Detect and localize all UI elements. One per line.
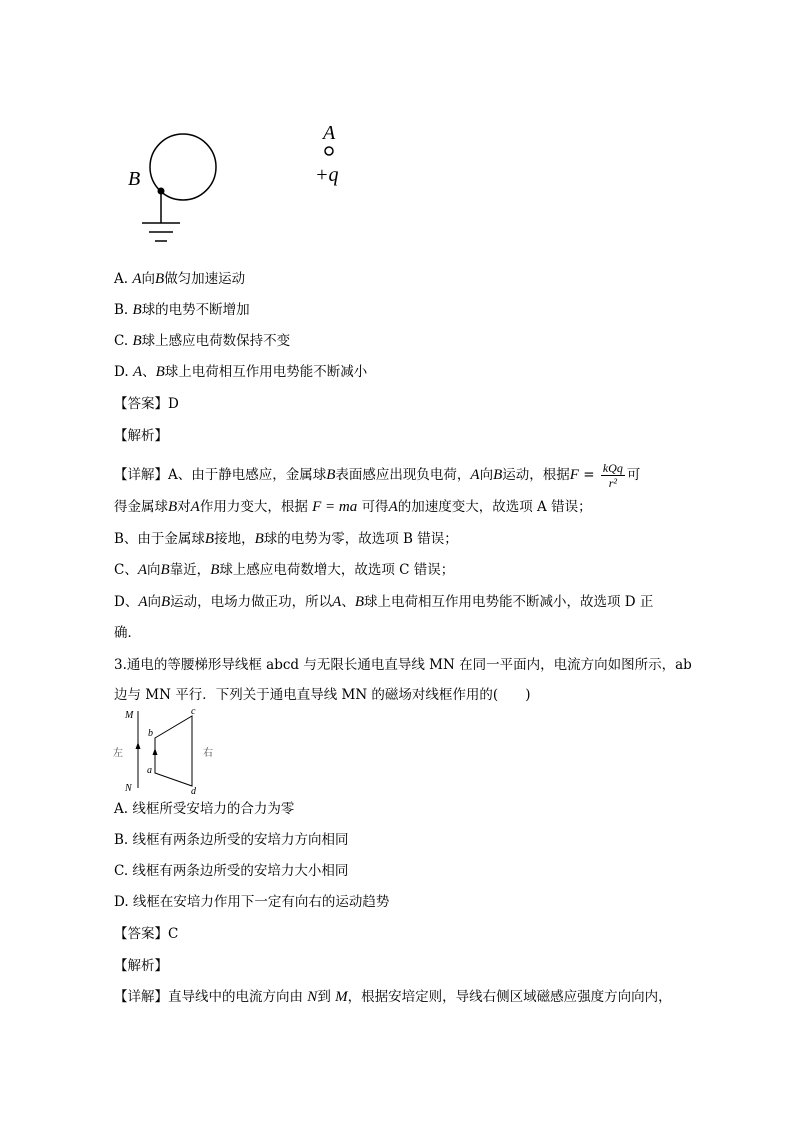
- detail-line-4: C、A向B靠近，B球上感应电荷数增大，故选项 C 错误；: [114, 562, 455, 578]
- detail-line-2: 得金属球B对A作用力变大，根据 F = ma 可得A的加速度变大，故选项 A 错误；: [114, 499, 592, 515]
- label-b-vertex: b: [148, 728, 153, 739]
- figure-wire-trapezoid: [108, 704, 218, 794]
- analysis-head-q3: 【解析】: [114, 958, 168, 974]
- option-b: B. B球的电势不断增加: [114, 302, 250, 318]
- q3-stem-line-2: 边与 MN 平行．下列关于通电直导线 MN 的磁场对线框作用的( ): [114, 687, 531, 703]
- coulomb-fraction: $\frac{\text{kQq}}{\text{r²}}$: [602, 461, 623, 490]
- detail-line-3: B、由于金属球B接地，B球的电势为零，故选项 B 错误；: [114, 531, 458, 547]
- detail-line-1: 【详解】A、由于静电感应，金属球B表面感应出现负电荷，A向B运动，根据F = $\frac{\text{kQq}}{\text{r²}}$ 可: [114, 461, 641, 490]
- q3-option-d: D. 线框在安培力作用下一定有向右的运动趋势: [114, 894, 390, 910]
- label-b: B: [128, 168, 141, 190]
- q3-option-a: A. 线框所受安培力的合力为零: [114, 801, 295, 817]
- charge-a: [325, 147, 333, 155]
- label-m: M: [125, 710, 134, 721]
- label-a: A: [323, 122, 336, 144]
- label-d-vertex: d: [191, 786, 196, 794]
- option-d: D. A、B球上电荷相互作用电势能不断减小: [114, 364, 368, 380]
- label-c-vertex: c: [191, 706, 196, 717]
- wire-current-arrow: [136, 742, 141, 749]
- q3-stem-line-1: 3.通电的等腰梯形导线框 abcd 与无限长通电直导线 MN 在同一平面内，电流方向如图所示，ab: [114, 657, 692, 673]
- answer-q3: 【答案】C: [114, 926, 179, 942]
- answer-q2: 【答案】D: [114, 396, 179, 412]
- figure-sphere-charge: [120, 115, 360, 255]
- q3-option-c: C. 线框有两条边所受的安培力大小相同: [114, 863, 349, 879]
- detail-line-5: D、A向B运动，电场力做正功，所以A、B球上电荷相互作用电势能不断减小，故选项 D 正: [114, 594, 654, 610]
- label-q: +q: [315, 164, 339, 186]
- option-c: C. B球上感应电荷数保持不变: [114, 333, 291, 349]
- q3-option-b: B. 线框有两条边所受的安培力方向相同: [114, 832, 349, 848]
- option-a: A. A向B做匀加速运动: [114, 271, 246, 287]
- edge-ab-current-arrow: [153, 748, 158, 755]
- label-n: N: [125, 783, 132, 794]
- analysis-head-q2: 【解析】: [114, 428, 168, 444]
- label-left: 左: [113, 748, 123, 759]
- label-a-vertex: a: [147, 765, 152, 776]
- detail-line-6: 确．: [114, 625, 141, 641]
- label-right: 右: [203, 748, 213, 759]
- q3-detail-line-1: 【详解】直导线中的电流方向由 N到 M，根据安培定则，导线右侧区域磁感应强度方向向内，: [114, 989, 672, 1005]
- trapezoid-abcd: [155, 716, 192, 786]
